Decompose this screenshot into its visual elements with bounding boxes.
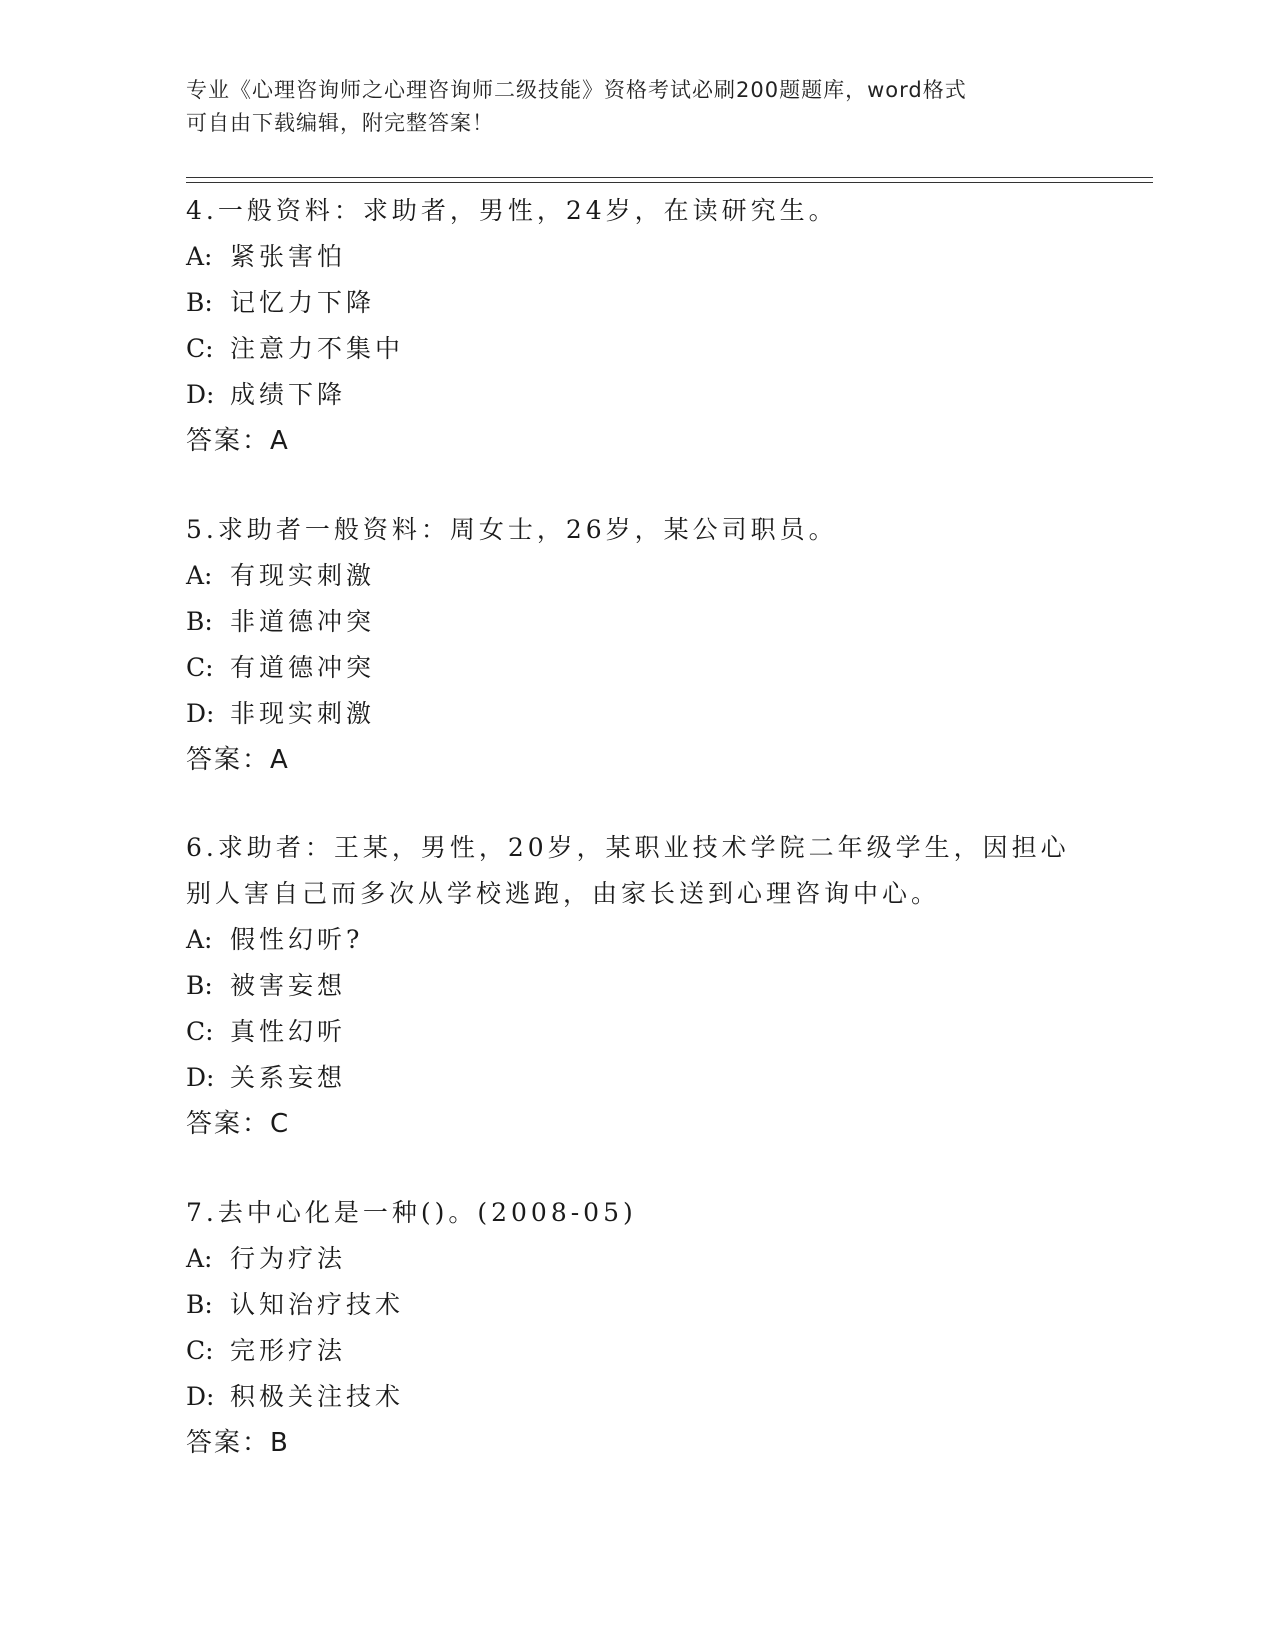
option-b (186, 1282, 1086, 1328)
option-c (186, 1009, 1086, 1055)
question-title-line: 7.去中心化是一种()。(2008-05) (186, 1198, 637, 1227)
option-key: D: (186, 699, 215, 728)
question-5 (186, 507, 1086, 783)
option-d (186, 372, 1086, 418)
question-title (186, 507, 1086, 553)
option-text: 行为疗法 (230, 1244, 347, 1273)
option-text: 非道德冲突 (230, 607, 376, 636)
option-d (186, 1055, 1086, 1101)
option-key: A: (186, 925, 213, 954)
option-key: D: (186, 1382, 215, 1411)
question-title (186, 1190, 1086, 1236)
header-divider-top (186, 177, 1153, 178)
option-key: D: (186, 380, 215, 409)
header-divider-bottom (186, 182, 1153, 183)
option-key: B: (186, 288, 213, 317)
question-6 (186, 825, 1086, 1147)
question-7 (186, 1190, 1086, 1466)
option-key: C: (186, 1017, 214, 1046)
option-key: A: (186, 242, 213, 271)
option-key: A: (186, 1244, 213, 1273)
option-key: C: (186, 334, 214, 363)
option-key: C: (186, 653, 214, 682)
option-text: 有道德冲突 (230, 653, 376, 682)
question-4 (186, 188, 1086, 464)
question-title-line: 6.求助者：王某，男性，20岁，某职业技术学院二年级学生，因担心 (186, 833, 1070, 862)
option-a (186, 917, 1086, 963)
option-text: 记忆力下降 (230, 288, 376, 317)
option-key: B: (186, 1290, 213, 1319)
option-b (186, 963, 1086, 1009)
option-text: 积极关注技术 (230, 1382, 405, 1411)
option-text: 被害妄想 (230, 971, 347, 1000)
option-d (186, 1374, 1086, 1420)
document-header (186, 74, 1066, 140)
answer-line: 答案：C (186, 1109, 291, 1139)
option-text: 有现实刺激 (230, 561, 376, 590)
question-title-line: 5.求助者一般资料：周女士，26岁，某公司职员。 (186, 515, 838, 544)
question-title-line: 别人害自己而多次从学校逃跑，由家长送到心理咨询中心。 (186, 879, 941, 908)
option-key: C: (186, 1336, 214, 1365)
option-text: 真性幻听 (230, 1017, 347, 1046)
option-d (186, 691, 1086, 737)
option-text: 假性幻听? (230, 925, 364, 954)
option-c (186, 1328, 1086, 1374)
option-text: 关系妄想 (230, 1063, 347, 1092)
option-text: 认知治疗技术 (230, 1290, 405, 1319)
option-text: 紧张害怕 (230, 242, 347, 271)
question-title (186, 825, 1086, 917)
question-title-line: 4.一般资料：求助者，男性，24岁，在读研究生。 (186, 196, 838, 225)
option-c (186, 645, 1086, 691)
option-text: 完形疗法 (230, 1336, 347, 1365)
option-a (186, 234, 1086, 280)
header-line-2: 可自由下载编辑，附完整答案！ (186, 111, 494, 135)
answer-line: 答案：A (186, 745, 290, 775)
option-text: 非现实刺激 (230, 699, 376, 728)
option-key: A: (186, 561, 213, 590)
header-line-1: 专业《心理咨询师之心理咨询师二级技能》资格考试必刷200题题库，word格式 (186, 78, 967, 102)
option-text: 注意力不集中 (230, 334, 405, 363)
option-key: B: (186, 607, 213, 636)
option-a (186, 553, 1086, 599)
option-b (186, 599, 1086, 645)
option-key: B: (186, 971, 213, 1000)
option-text: 成绩下降 (230, 380, 347, 409)
option-b (186, 280, 1086, 326)
question-title (186, 188, 1086, 234)
option-c (186, 326, 1086, 372)
option-key: D: (186, 1063, 215, 1092)
answer-line: 答案：A (186, 426, 290, 456)
option-a (186, 1236, 1086, 1282)
answer-line: 答案：B (186, 1428, 290, 1458)
